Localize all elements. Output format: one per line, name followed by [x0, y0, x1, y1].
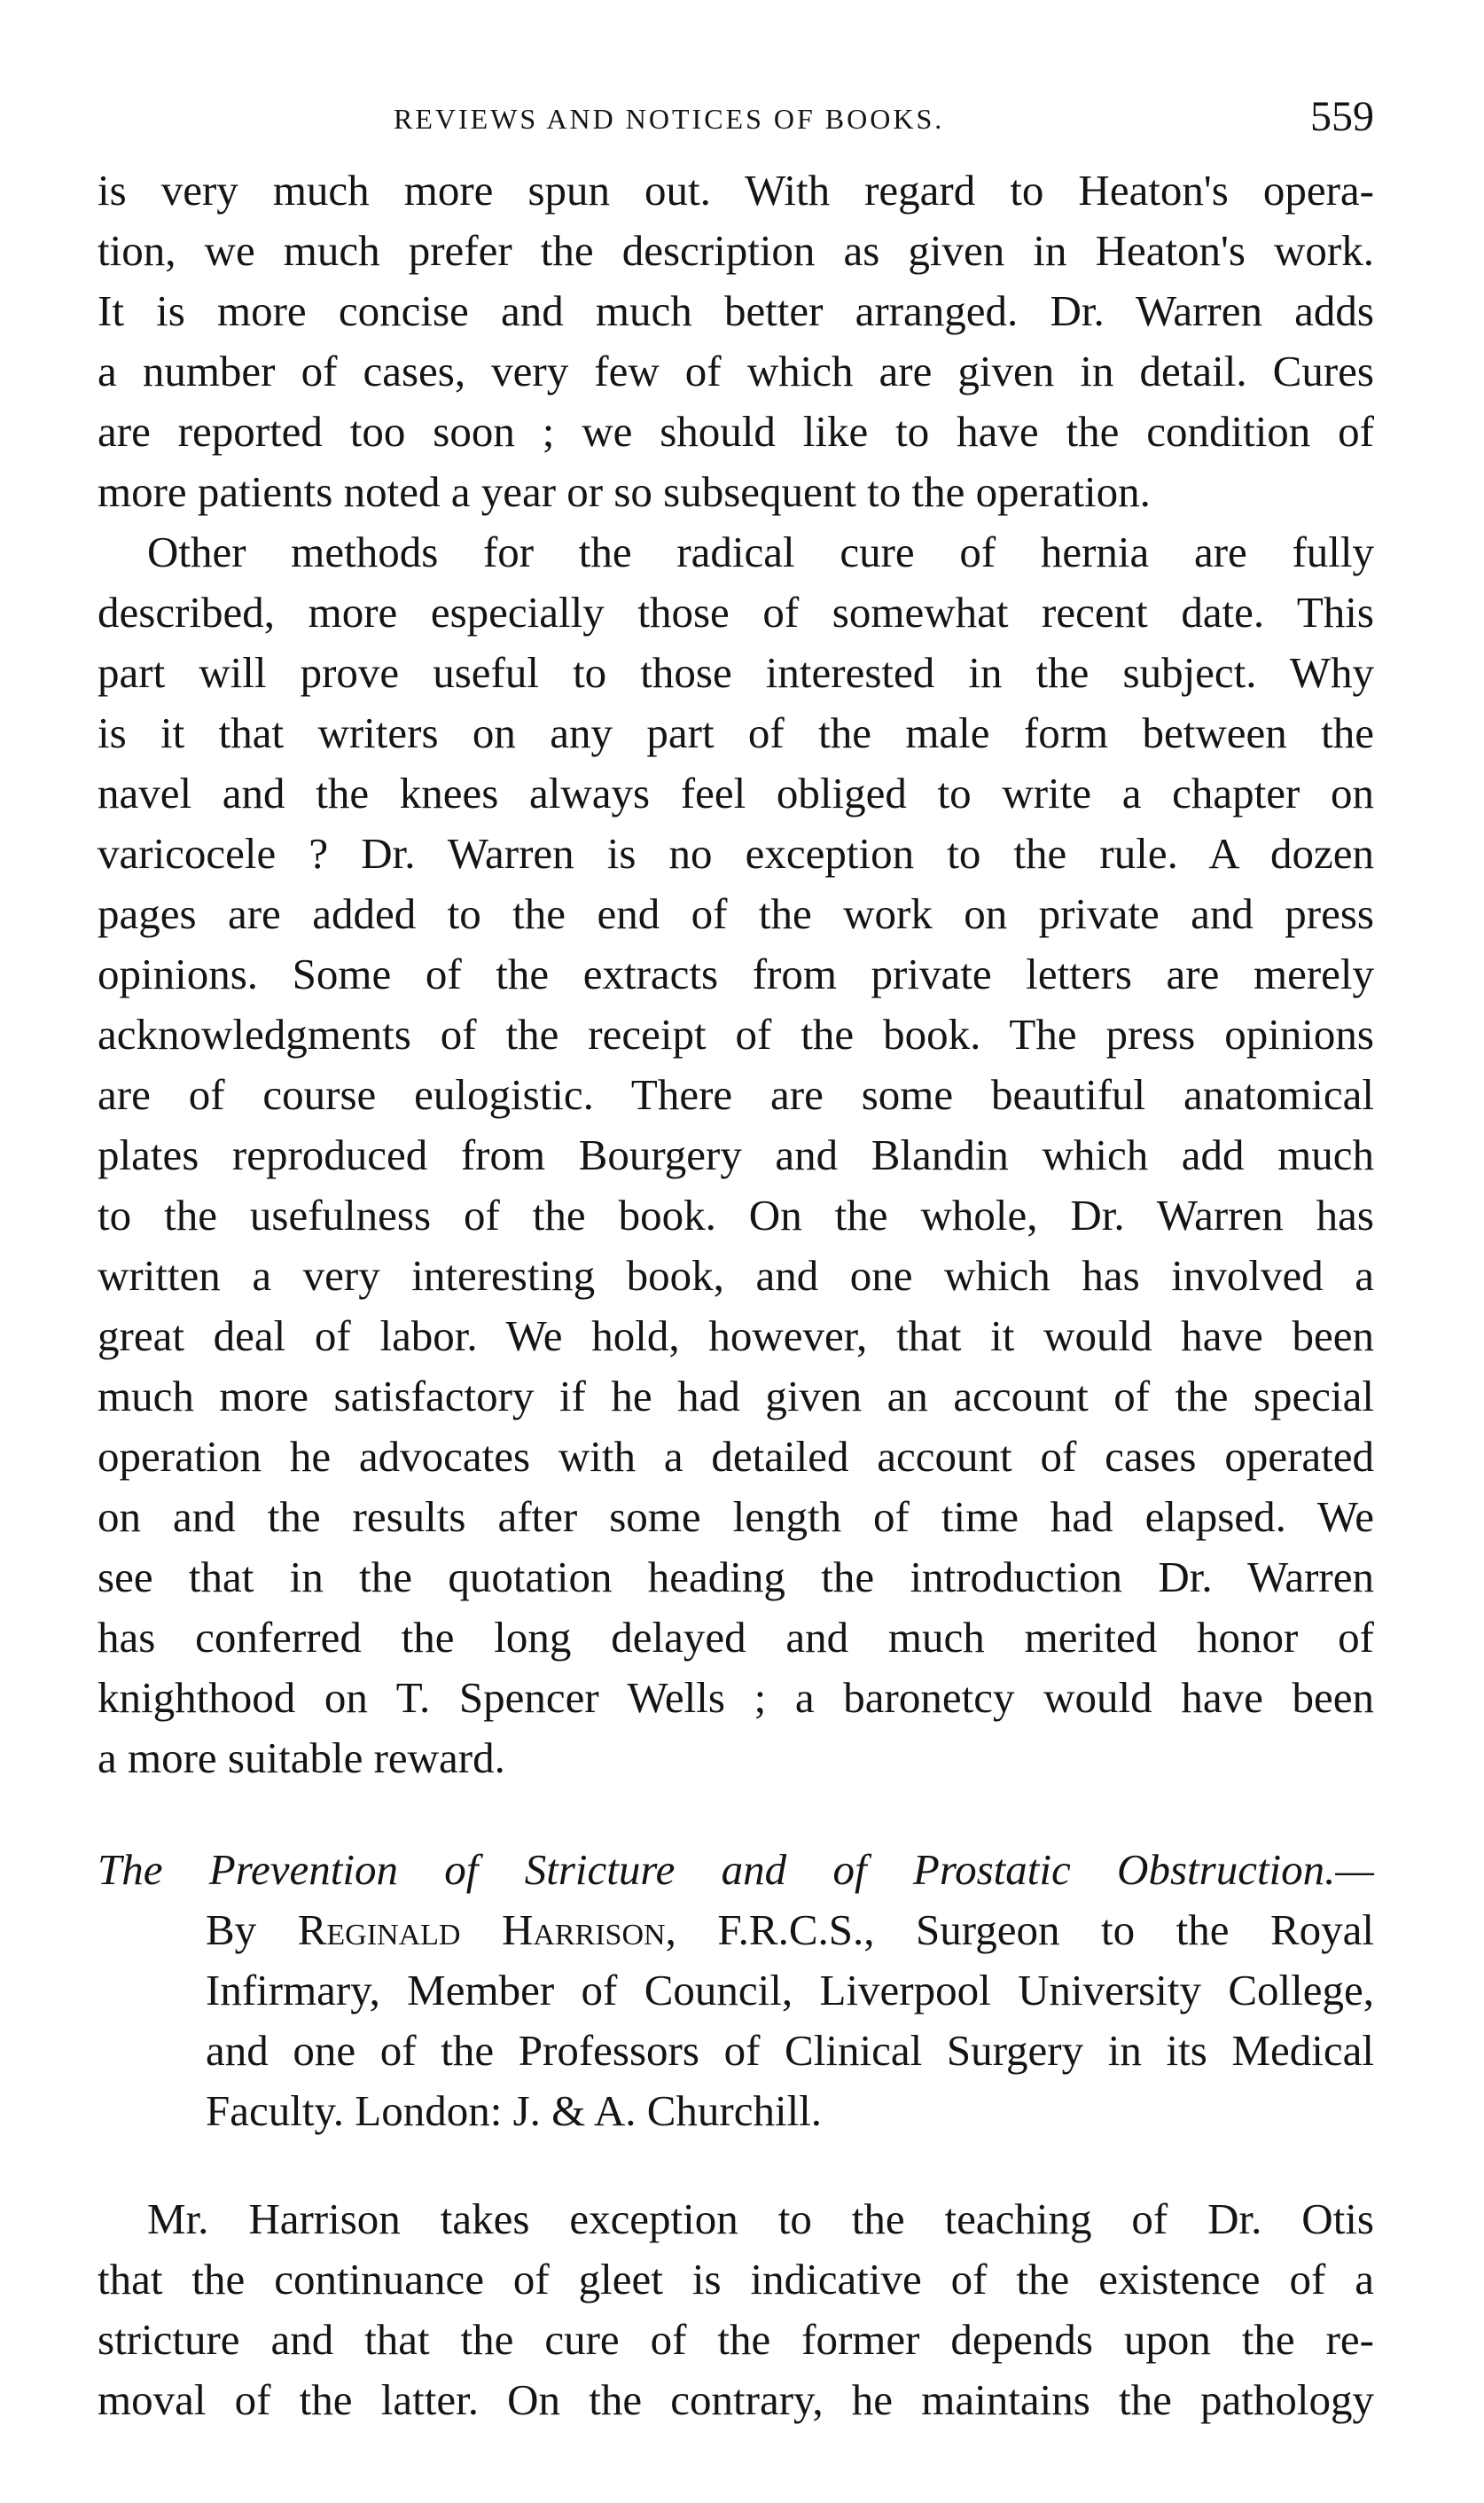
running-title: REVIEWS AND NOTICES OF BOOKS.: [394, 103, 945, 135]
text-line: are reported too soon ; we should like to have the condition of: [98, 407, 1374, 456]
running-header: [98, 92, 1374, 145]
text-line: are of course eulogistic. There are some beautiful anatomical: [98, 1070, 1374, 1119]
text-line: a number of cases, very few of which are given in detail. Cures: [98, 347, 1374, 395]
text-line: acknowledgments of the receipt of the book. The press opinions: [98, 1010, 1374, 1059]
text-line: more patients noted a year or so subsequent to the operation.: [98, 467, 1151, 516]
text-line: is very much more spun out. With regard to Heaton's opera-: [98, 166, 1374, 215]
text-line: to the usefulness of the book. On the whole, Dr. Warren has: [98, 1191, 1374, 1240]
text-line: moval of the latter. On the contrary, he maintains the pathology: [98, 2375, 1374, 2424]
text-line: is it that writers on any part of the male form between the: [98, 708, 1374, 757]
text-line: see that in the quotation heading the introduction Dr. Warren: [98, 1553, 1374, 1601]
page-number: 559: [1310, 93, 1374, 140]
text-line: written a very interesting book, and one which has involved a: [98, 1251, 1374, 1300]
text-line: described, more especially those of somewhat recent date. This: [98, 588, 1374, 637]
text-line: navel and the knees always feel obliged to write a chapter on: [98, 769, 1374, 817]
citation-line: and one of the Professors of Clinical Surgery in its Medical: [206, 2026, 1374, 2075]
text-line: It is more concise and much better arranged. Dr. Warren adds: [98, 286, 1374, 335]
author-credentials: , F.R.C.S., Surgeon to the Royal: [665, 1905, 1374, 1954]
text-line: on and the results after some length of time had elapsed. We: [98, 1492, 1374, 1541]
citation-line: Infirmary, Member of Council, Liverpool University College,: [206, 1966, 1374, 2014]
text-line: knighthood on T. Spencer Wells ; a baronetcy would have been: [98, 1673, 1374, 1722]
by-label: By: [206, 1905, 257, 1954]
text-line: varicocele ? Dr. Warren is no exception to the rule. A dozen: [98, 829, 1374, 878]
paragraph-first-line: Other methods for the radical cure of hernia are fully: [147, 528, 1374, 576]
text-line: has conferred the long delayed and much merited honor of: [98, 1613, 1374, 1662]
citation-author-line: [206, 1900, 1374, 1960]
book-title: The Prevention of Stricture and of Prostatic Obstruction.—: [98, 1845, 1374, 1894]
text-line: that the continuance of gleet is indicative of the existence of a: [98, 2255, 1374, 2304]
citation-line: Faculty. London: J. & A. Churchill.: [206, 2086, 823, 2135]
text-line: great deal of labor. We hold, however, that it would have been: [98, 1311, 1374, 1360]
text-line: stricture and that the cure of the former depends upon the re-: [98, 2315, 1374, 2364]
text-line: plates reproduced from Bourgery and Blandin which add much: [98, 1130, 1374, 1179]
text-line: tion, we much prefer the description as given in Heaton's work.: [98, 226, 1374, 275]
paragraph-first-line: Mr. Harrison takes exception to the teaching of Dr. Otis: [147, 2194, 1374, 2243]
author-name: Reginald Harrison: [297, 1905, 666, 1954]
text-line: opinions. Some of the extracts from private letters are merely: [98, 950, 1374, 998]
text-line: a more suitable reward.: [98, 1733, 505, 1782]
text-line: much more satisfactory if he had given an account of the special: [98, 1372, 1374, 1420]
text-line: pages are added to the end of the work on private and press: [98, 889, 1374, 938]
text-line: part will prove useful to those interested in the subject. Why: [98, 648, 1374, 697]
text-line: operation he advocates with a detailed account of cases operated: [98, 1432, 1374, 1481]
